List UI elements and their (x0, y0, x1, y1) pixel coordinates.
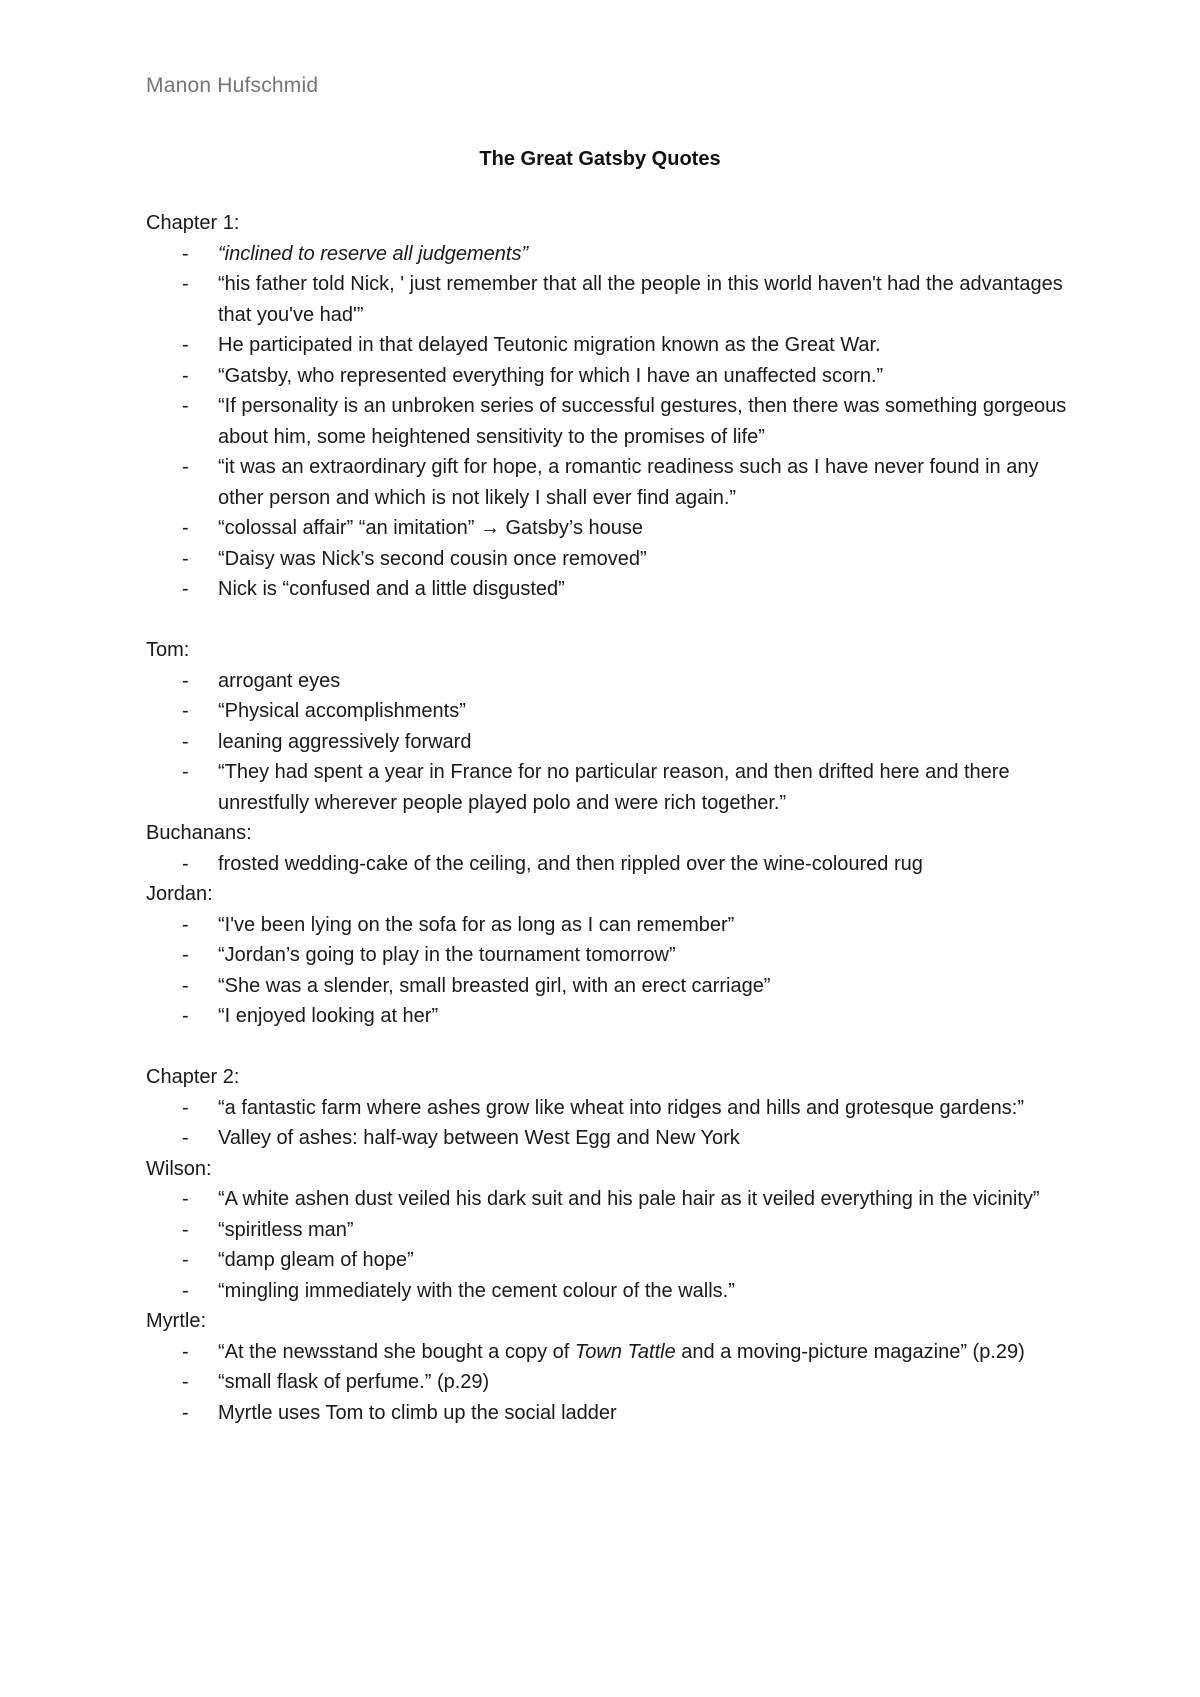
item-text: “it was an extraordinary gift for hope, a romantic readiness such as I have never found in any other person and which is not likely I shall ever find again.” (218, 456, 1039, 509)
bullet-dash: - (182, 761, 189, 783)
item-text: arrogant eyes (218, 669, 341, 692)
bullet-list (146, 1093, 1076, 1154)
item-text: He participated in that delayed Teutonic migration known as the Great War. (218, 334, 881, 356)
bullet-dash: - (182, 1371, 189, 1393)
bullet-dash: - (182, 1279, 189, 1302)
section (146, 818, 1076, 879)
bullet-dash: - (182, 517, 189, 539)
list-item (146, 1367, 1076, 1398)
item-text: “a fantastic farm where ashes grow like wheat into ridges and hills and grotesque gardens:” (218, 1096, 1024, 1119)
section (146, 1154, 1076, 1307)
bullet-dash: - (182, 1096, 189, 1119)
section-heading: Buchanans: (146, 822, 252, 844)
bullet-dash: - (182, 913, 189, 936)
item-text: “inclined to reserve all judgements” (218, 242, 529, 265)
item-text: “I've been lying on the sofa for as long as I can remember” (218, 913, 735, 936)
bullet-dash: - (182, 974, 189, 997)
bullet-list (146, 1184, 1076, 1306)
item-text: “spiritless man” (218, 1218, 354, 1241)
item-text: “Physical accomplishments” (218, 700, 466, 722)
bullet-dash: - (182, 700, 189, 722)
list-item (146, 696, 1076, 727)
item-text-tail: and a moving-picture magazine” (p.29) (675, 1340, 1025, 1363)
bullet-dash: - (182, 1340, 189, 1363)
item-text: “At the newsstand she bought a copy of (218, 1340, 575, 1363)
bullet-dash: - (182, 1401, 189, 1424)
author-name: Manon Hufschmid (146, 74, 319, 97)
section-heading: Tom: (146, 639, 190, 661)
item-text: “Daisy was Nick’s second cousin once removed” (218, 547, 647, 570)
list-item (146, 1276, 1076, 1307)
list-item (146, 574, 1076, 605)
section (146, 208, 1076, 605)
bullet-dash: - (182, 456, 189, 478)
item-text: “A white ashen dust veiled his dark suit and his pale hair as it veiled everything in the vicinity” (218, 1188, 1040, 1210)
section-heading: Wilson: (146, 1157, 212, 1180)
bullet-dash: - (182, 944, 189, 966)
bullet-list (146, 849, 1076, 880)
item-text: “Jordan’s going to play in the tournament tomorrow” (218, 944, 676, 966)
item-text: Nick is “confused and a little disgusted” (218, 578, 565, 600)
bullet-dash: - (182, 364, 189, 387)
list-item (146, 1184, 1076, 1215)
bullet-list (146, 666, 1076, 819)
section (146, 1062, 1076, 1154)
item-text: “mingling immediately with the cement colour of the walls.” (218, 1279, 735, 1302)
item-text: leaning aggressively forward (218, 730, 472, 753)
list-item (146, 1001, 1076, 1032)
list-item (146, 452, 1076, 513)
bullet-dash: - (182, 395, 189, 417)
section (146, 1306, 1076, 1428)
list-item (146, 361, 1076, 392)
bullet-dash: - (182, 1188, 189, 1210)
list-item (146, 849, 1076, 880)
bullet-dash: - (182, 1005, 189, 1027)
bullet-dash: - (182, 547, 189, 570)
item-text: “colossal affair” “an imitation” → Gatsby’s house (218, 517, 643, 539)
item-emphasis: Town Tattle (574, 1340, 676, 1363)
item-text: Valley of ashes: half-way between West Egg and New York (218, 1127, 740, 1149)
item-text: “If personality is an unbroken series of successful gestures, then there was something gorgeous about him, some heightened sensitivity to the promises of life” (218, 395, 1067, 448)
bullet-list (146, 1337, 1076, 1429)
document-title: The Great Gatsby Quotes (479, 148, 721, 170)
bullet-dash: - (182, 852, 189, 875)
bullet-dash: - (182, 1218, 189, 1241)
item-text: “Gatsby, who represented everything for which I have an unaffected scorn.” (218, 364, 884, 387)
item-text: “She was a slender, small breasted girl, with an erect carriage” (218, 974, 771, 997)
list-item (146, 1398, 1076, 1429)
section-heading: Chapter 1: (146, 212, 240, 234)
bullet-dash: - (182, 242, 189, 265)
list-item (146, 544, 1076, 575)
item-text: “his father told Nick, ' just remember that all the people in this world haven't had the advantages that you've had'” (218, 273, 1063, 326)
section-heading: Jordan: (146, 883, 213, 905)
list-item (146, 1093, 1076, 1124)
item-text: Myrtle uses Tom to climb up the social ladder (218, 1401, 617, 1424)
bullet-list (146, 910, 1076, 1032)
list-item (146, 910, 1076, 941)
bullet-dash: - (182, 578, 189, 600)
list-item (146, 1337, 1076, 1368)
section (146, 635, 1076, 818)
section-heading: Myrtle: (146, 1310, 206, 1332)
bullet-list (146, 239, 1076, 605)
list-item (146, 513, 1076, 544)
list-item (146, 757, 1076, 818)
item-text: frosted wedding-cake of the ceiling, and then rippled over the wine-coloured rug (218, 852, 923, 875)
item-text: “damp gleam of hope” (218, 1249, 414, 1271)
list-item (146, 239, 1076, 270)
list-item (146, 1245, 1076, 1276)
list-item (146, 1123, 1076, 1154)
item-text: “small flask of perfume.” (p.29) (218, 1371, 490, 1393)
bullet-dash: - (182, 1249, 189, 1271)
list-item (146, 269, 1076, 330)
item-text: “I enjoyed looking at her” (218, 1005, 439, 1027)
section-heading: Chapter 2: (146, 1066, 240, 1088)
section (146, 879, 1076, 1032)
list-item (146, 971, 1076, 1002)
bullet-dash: - (182, 1127, 189, 1149)
item-text: “They had spent a year in France for no particular reason, and then drifted here and there unrestfully wherever people played polo and were rich together.” (218, 761, 1010, 814)
list-item (146, 940, 1076, 971)
list-item (146, 330, 1076, 361)
bullet-dash: - (182, 730, 189, 753)
list-item (146, 1215, 1076, 1246)
bullet-dash: - (182, 273, 189, 295)
list-item (146, 391, 1076, 452)
document-body (146, 208, 1076, 1428)
bullet-dash: - (182, 669, 189, 692)
bullet-dash: - (182, 334, 189, 356)
list-item (146, 727, 1076, 758)
list-item (146, 666, 1076, 697)
